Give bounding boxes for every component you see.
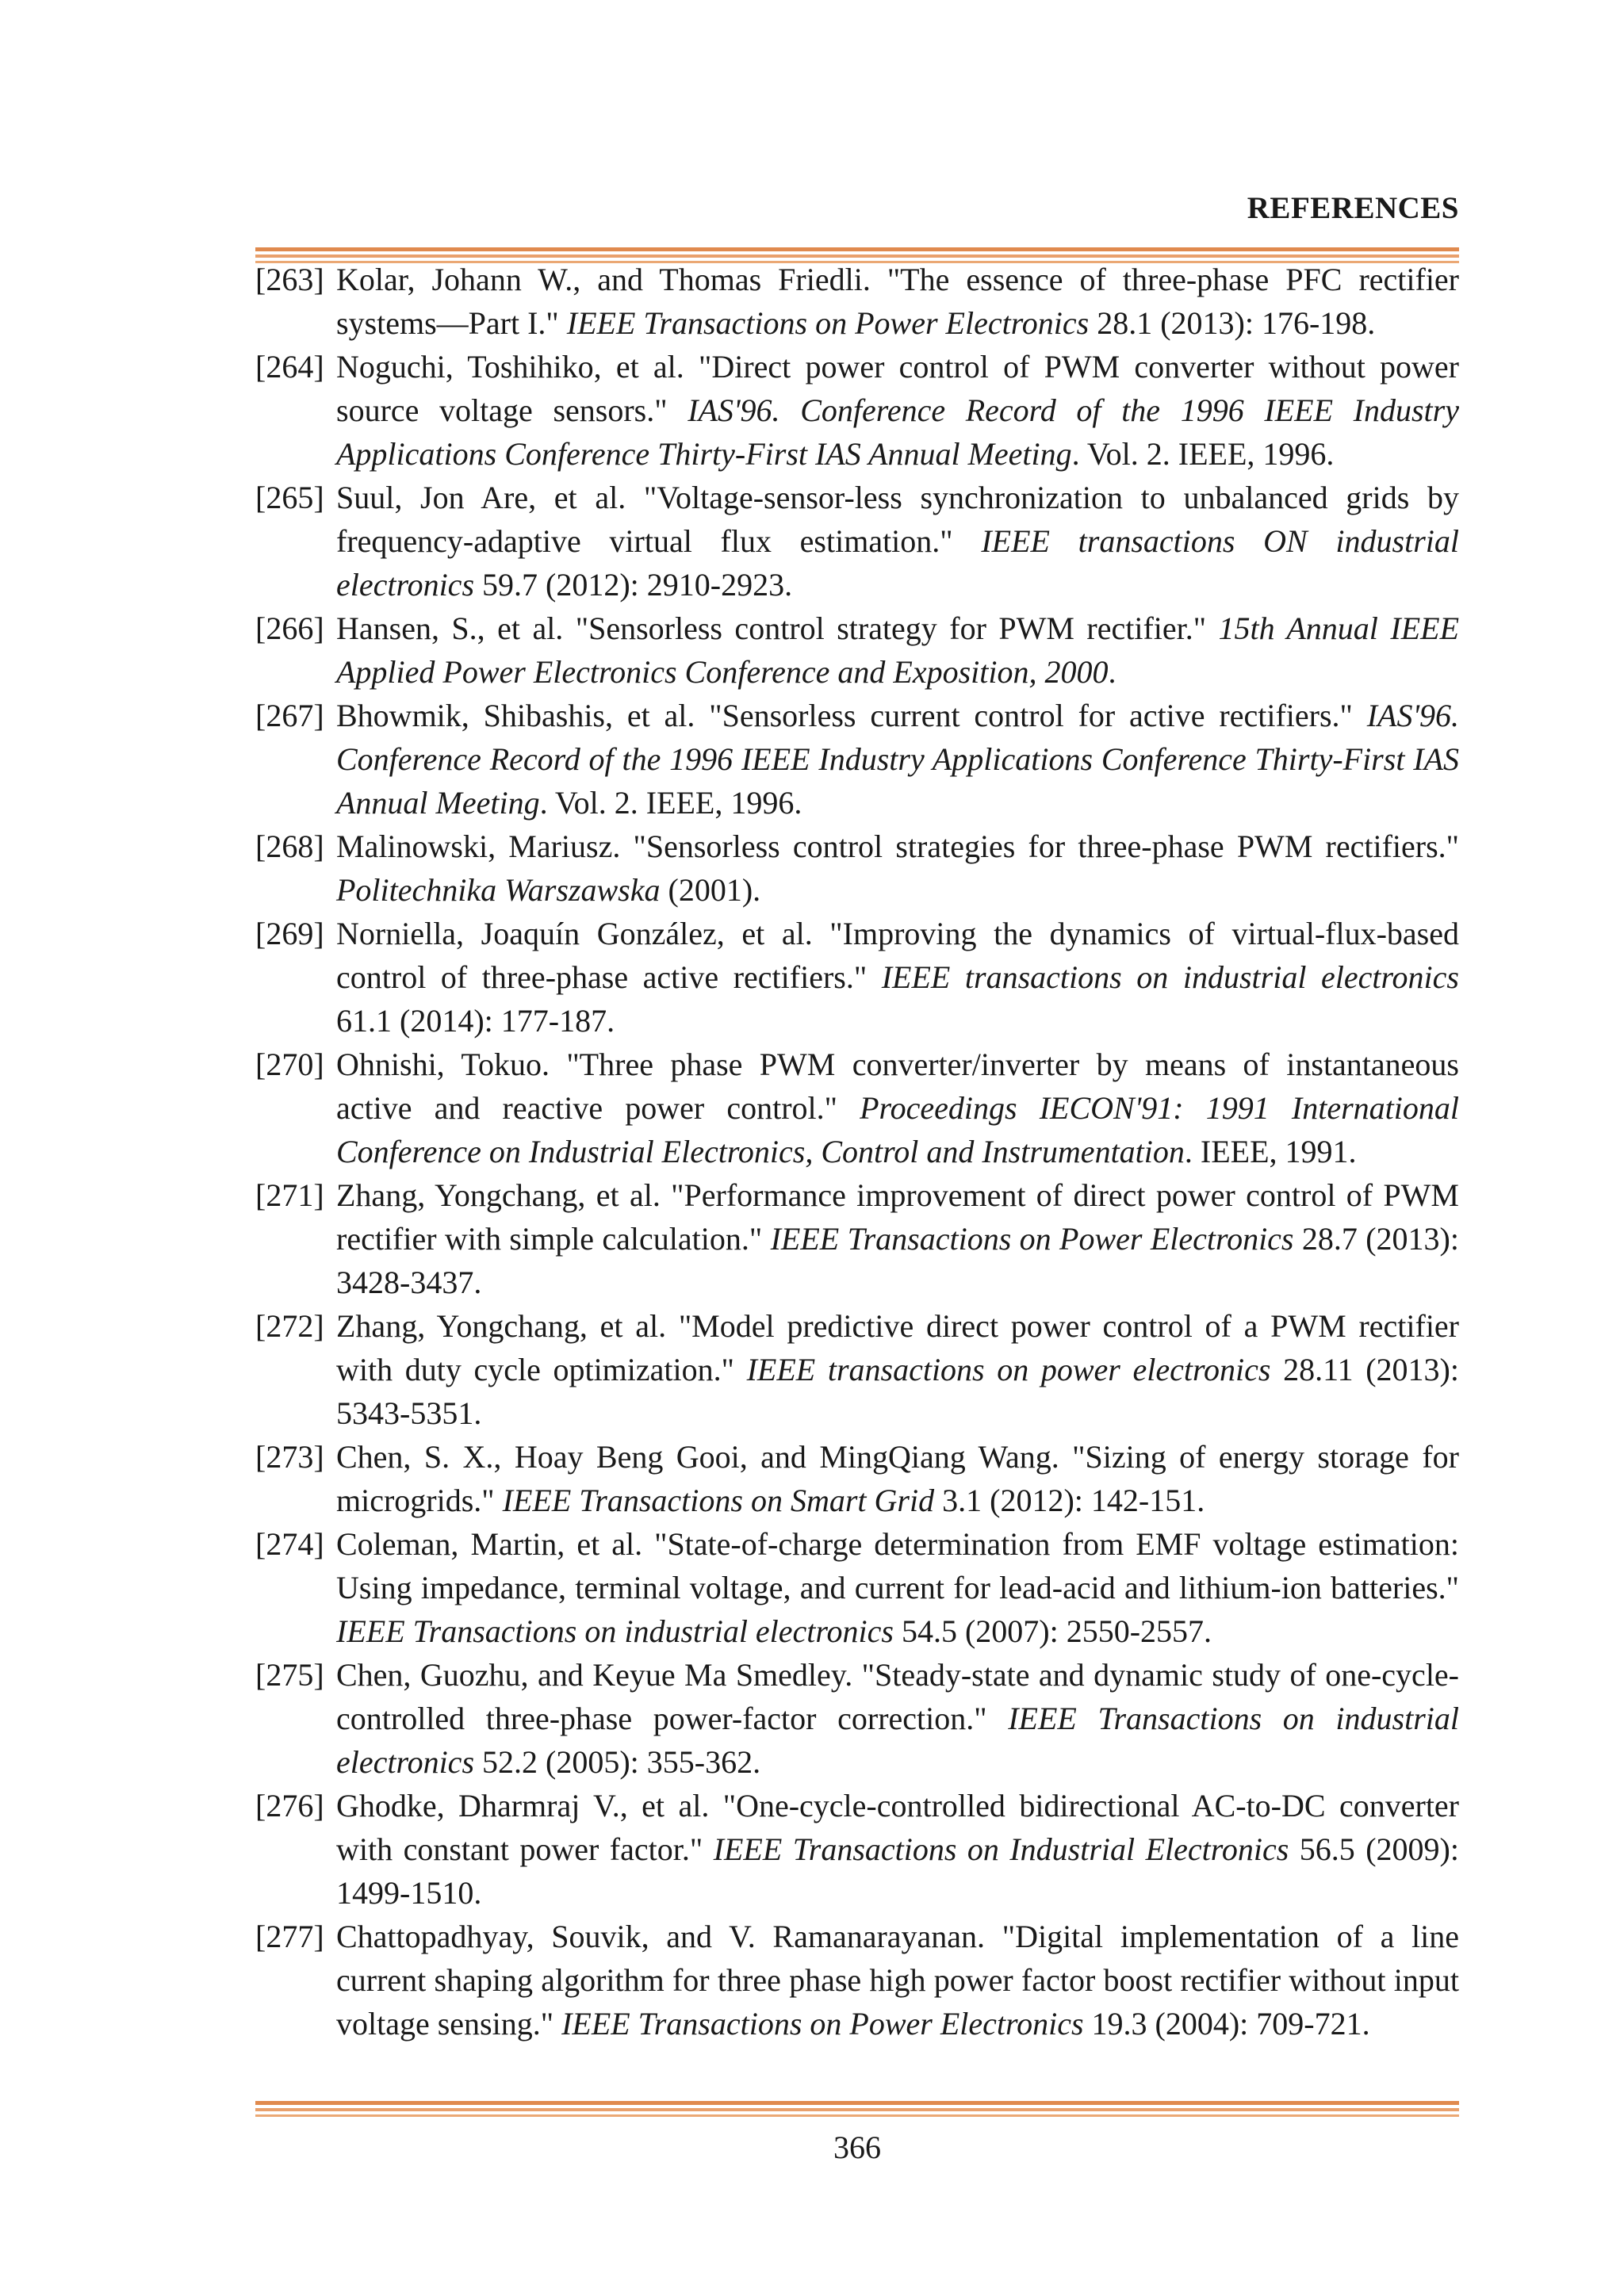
reference-details: 3.1 (2012): 142-151.: [934, 1483, 1205, 1518]
reference-text: Ghodke, Dharmraj V., et al. "One-cycle-controlled bidirectional AC-to-DC converter with constant power factor.": [336, 1788, 1459, 1867]
reference-details: 54.5 (2007): 2550-2557.: [893, 1613, 1212, 1649]
reference-text: Chen, S. X., Hoay Beng Gooi, and MingQiang Wang. "Sizing of energy storage for microgrids.": [336, 1439, 1459, 1518]
reference-text: Suul, Jon Are, et al. "Voltage-sensor-less synchronization to unbalanced grids by frequency-adaptive virtual flux estimation.": [336, 480, 1459, 559]
reference-text: Hansen, S., et al. "Sensorless control strategy for PWM rectifier.": [336, 610, 1219, 646]
reference-venue: IEEE Transactions on Power Electronics: [566, 305, 1090, 341]
reference-number: [275]: [255, 1657, 324, 1693]
reference-text: Chen, Guozhu, and Keyue Ma Smedley. "Steady-state and dynamic study of one-cycle-controlled three-phase power-factor correction.": [336, 1657, 1459, 1736]
reference-venue: Politechnika Warszawska: [336, 872, 661, 908]
reference-venue: IEEE transactions on industrial electronics: [881, 959, 1459, 995]
reference-text: Ohnishi, Tokuo. "Three phase PWM converter/inverter by means of instantaneous active and reactive power control.": [336, 1047, 1459, 1126]
reference-number: [277]: [255, 1919, 324, 1954]
page-number: 366: [833, 2130, 881, 2165]
reference-venue: IEEE Transactions on Power Electronics: [770, 1221, 1294, 1257]
reference-text: Coleman, Martin, et al. "State-of-charge determination from EMF voltage estimation: Using impedance, terminal voltage, and current for lead-acid and lithium-ion batteries.": [336, 1526, 1459, 1605]
reference-venue: IAS'96. Conference Record of the 1996 IEEE Industry Applications Conference Thirty-First IAS Annual Meeting: [336, 392, 1459, 472]
reference-entry: [255, 694, 1459, 825]
reference-text: Chattopadhyay, Souvik, and V. Ramanarayanan. "Digital implementation of a line current shaping algorithm for three phase high power factor boost rectifier without input voltage sensing.": [336, 1919, 1459, 2042]
page-header-title: REFERENCES: [1247, 191, 1459, 225]
reference-number: [274]: [255, 1526, 324, 1562]
footer-divider: [255, 2101, 1459, 2117]
reference-number: [263]: [255, 262, 324, 297]
reference-entry: [255, 1173, 1459, 1304]
reference-details: 28.1 (2013): 176-198.: [1089, 305, 1376, 341]
reference-number: [267]: [255, 698, 324, 733]
reference-text: Noguchi, Toshihiko, et al. "Direct power control of PWM converter without power source voltage sensors.": [336, 349, 1459, 428]
reference-entry: [255, 1784, 1459, 1915]
reference-text: Zhang, Yongchang, et al. "Performance improvement of direct power control of PWM rectifier with simple calculation.": [336, 1177, 1459, 1257]
reference-venue: IEEE transactions on power electronics: [746, 1352, 1271, 1387]
reference-text: Malinowski, Mariusz. "Sensorless control strategies for three-phase PWM rectifiers.": [336, 828, 1459, 864]
reference-entry: [255, 1435, 1459, 1522]
reference-text: Zhang, Yongchang, et al. "Model predictive direct power control of a PWM rectifier with duty cycle optimization.": [336, 1308, 1459, 1387]
reference-entry: [255, 258, 1459, 345]
reference-entry: [255, 1653, 1459, 1784]
reference-entry: [255, 1915, 1459, 2045]
reference-details: (2001).: [660, 872, 761, 908]
reference-entry: [255, 1043, 1459, 1173]
reference-entry: [255, 345, 1459, 476]
reference-entry: [255, 825, 1459, 912]
reference-details: . IEEE, 1991.: [1184, 1134, 1357, 1169]
reference-details: 19.3 (2004): 709-721.: [1083, 2006, 1370, 2042]
reference-number: [273]: [255, 1439, 324, 1475]
reference-entry: [255, 1522, 1459, 1653]
reference-number: [276]: [255, 1788, 324, 1823]
reference-number: [271]: [255, 1177, 324, 1213]
reference-text: Bhowmik, Shibashis, et al. "Sensorless current control for active rectifiers.": [336, 698, 1367, 733]
reference-venue: IEEE Transactions on Power Electronics: [561, 2006, 1084, 2042]
reference-text: Norniella, Joaquín González, et al. "Improving the dynamics of virtual-flux-based control of three-phase active rectifiers.": [336, 916, 1459, 995]
reference-number: [265]: [255, 480, 324, 515]
reference-venue: IEEE Transactions on industrial electronics: [336, 1613, 894, 1649]
reference-details: 52.2 (2005): 355-362.: [474, 1744, 761, 1780]
reference-entry: [255, 607, 1459, 694]
reference-venue: IEEE transactions ON industrial electronics: [336, 523, 1459, 603]
reference-list: [255, 258, 1459, 2045]
reference-venue: Proceedings IECON'91: 1991 International Conference on Industrial Electronics, Control and Instrumentation: [336, 1090, 1459, 1169]
reference-entry: [255, 476, 1459, 607]
reference-details: 28.11 (2013): 5343-5351.: [336, 1352, 1459, 1431]
reference-details: 28.7 (2013): 3428-3437.: [336, 1221, 1459, 1300]
reference-number: [266]: [255, 610, 324, 646]
reference-details: 61.1 (2014): 177-187.: [336, 1003, 615, 1039]
reference-venue: IEEE Transactions on Smart Grid: [502, 1483, 935, 1518]
reference-number: [269]: [255, 916, 324, 951]
reference-details: . Vol. 2. IEEE, 1996.: [1071, 436, 1335, 472]
reference-number: [272]: [255, 1308, 324, 1344]
reference-venue: IAS'96. Conference Record of the 1996 IEEE Industry Applications Conference Thirty-First IAS Annual Meeting: [336, 698, 1459, 821]
reference-number: [264]: [255, 349, 324, 385]
reference-venue: IEEE Transactions on industrial electronics: [336, 1701, 1459, 1780]
reference-text: Kolar, Johann W., and Thomas Friedli. "The essence of three-phase PFC rectifier systems—Part I.": [336, 262, 1459, 341]
reference-number: [268]: [255, 828, 324, 864]
reference-entry: [255, 912, 1459, 1043]
reference-number: [270]: [255, 1047, 324, 1082]
reference-details: . Vol. 2. IEEE, 1996.: [539, 785, 802, 821]
reference-details: 59.7 (2012): 2910-2923.: [474, 567, 793, 603]
reference-details: .: [1108, 654, 1116, 690]
reference-details: 56.5 (2009): 1499-1510.: [336, 1831, 1459, 1911]
reference-venue: IEEE Transactions on Industrial Electronics: [713, 1831, 1289, 1867]
reference-entry: [255, 1304, 1459, 1435]
reference-venue: 15th Annual IEEE Applied Power Electronics Conference and Exposition, 2000: [336, 610, 1460, 690]
